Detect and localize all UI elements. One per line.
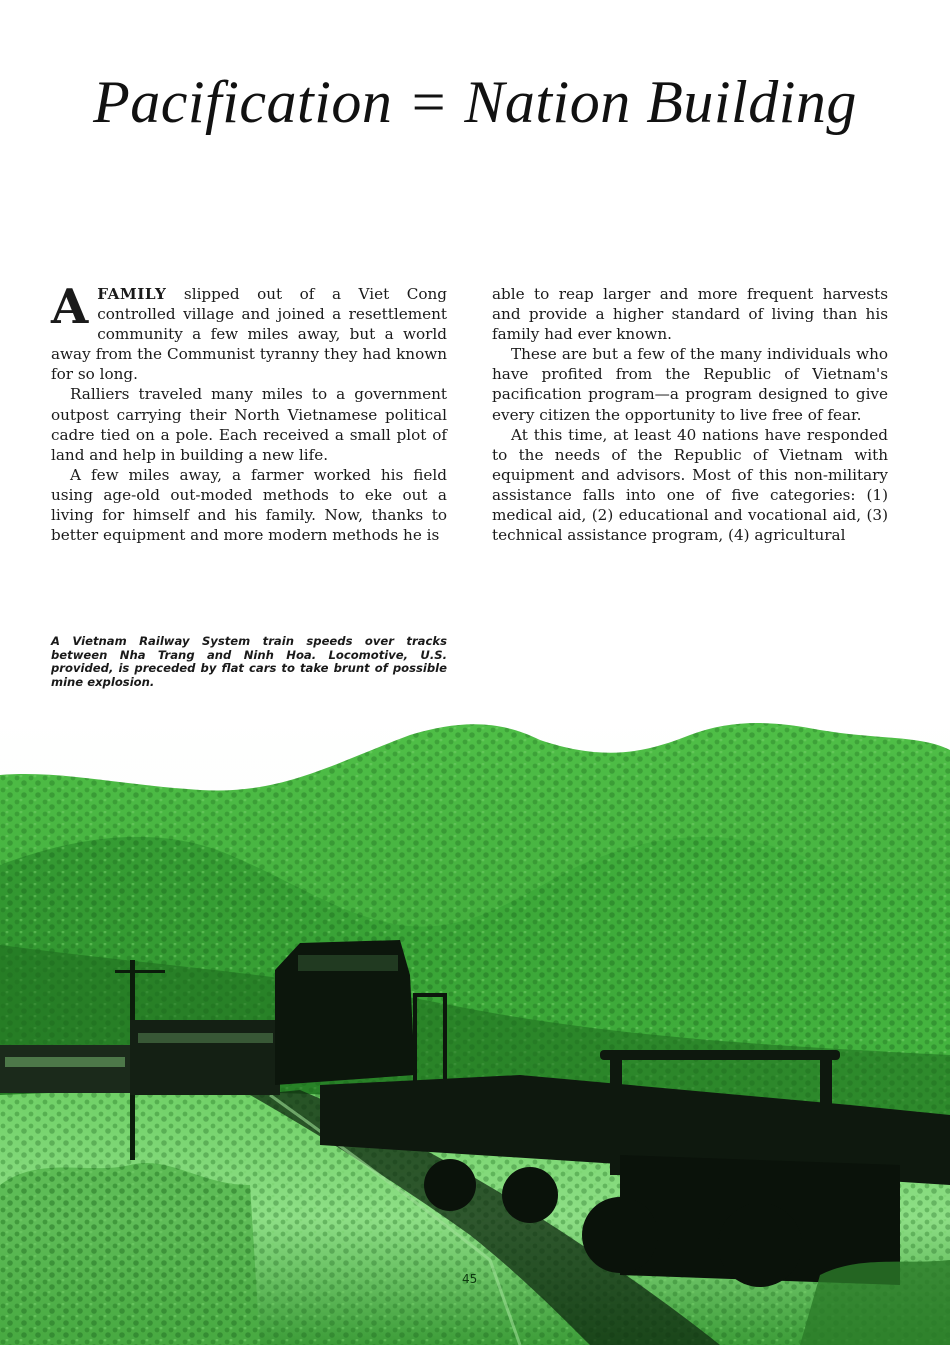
paragraph-4: These are but a few of the many individuals who have profited from the Republic of Vietnam's pacification program—a program designed to give every citizen the opportunity to live free of fear.	[492, 345, 888, 424]
photo-caption: A Vietnam Railway System train speeds over tracks between Nha Trang and Ninh Hoa. Locomotive, U.S. provided, is preceded by flat cars to take brunt of possible mine explosion.	[51, 634, 447, 689]
drop-cap: A	[51, 279, 89, 335]
page-title: Pacification = Nation Building	[93, 69, 857, 135]
paragraph-1-text: slipped out of a Viet Cong controlled village and joined a resettlement community a few miles away, but a world away from the Communist tyranny they had known for so long.	[51, 285, 447, 384]
paragraph-5: At this time, at least 40 nations have responded to the needs of the Republic of Vietnam with equipment and advisors. Most of this non-military assistance falls into one of five categories: (1) medical aid, (2) educational and vocational aid, (3) technical assistance program, (4) agricultural	[492, 425, 888, 545]
train-photo	[0, 715, 950, 1345]
paragraph-3-continued: able to reap larger and more frequent harvests and provide a higher standard of living than his family had ever known.	[492, 285, 888, 344]
paragraph-1	[51, 279, 447, 384]
paragraph-3: A few miles away, a farmer worked his field using age-old out-moded methods to eke out a living for himself and his family. Now, thanks to better equipment and more modern methods he is	[51, 465, 447, 545]
article-column-right	[492, 284, 888, 545]
paragraph-2: Ralliers traveled many miles to a government outpost carrying their North Vietnamese political cadre tied on a pole. Each received a small plot of land and help in building a new life.	[51, 385, 447, 464]
page-number: 45	[462, 1272, 478, 1286]
lead-word: FAMILY	[97, 285, 167, 303]
article-column-left	[51, 279, 447, 545]
